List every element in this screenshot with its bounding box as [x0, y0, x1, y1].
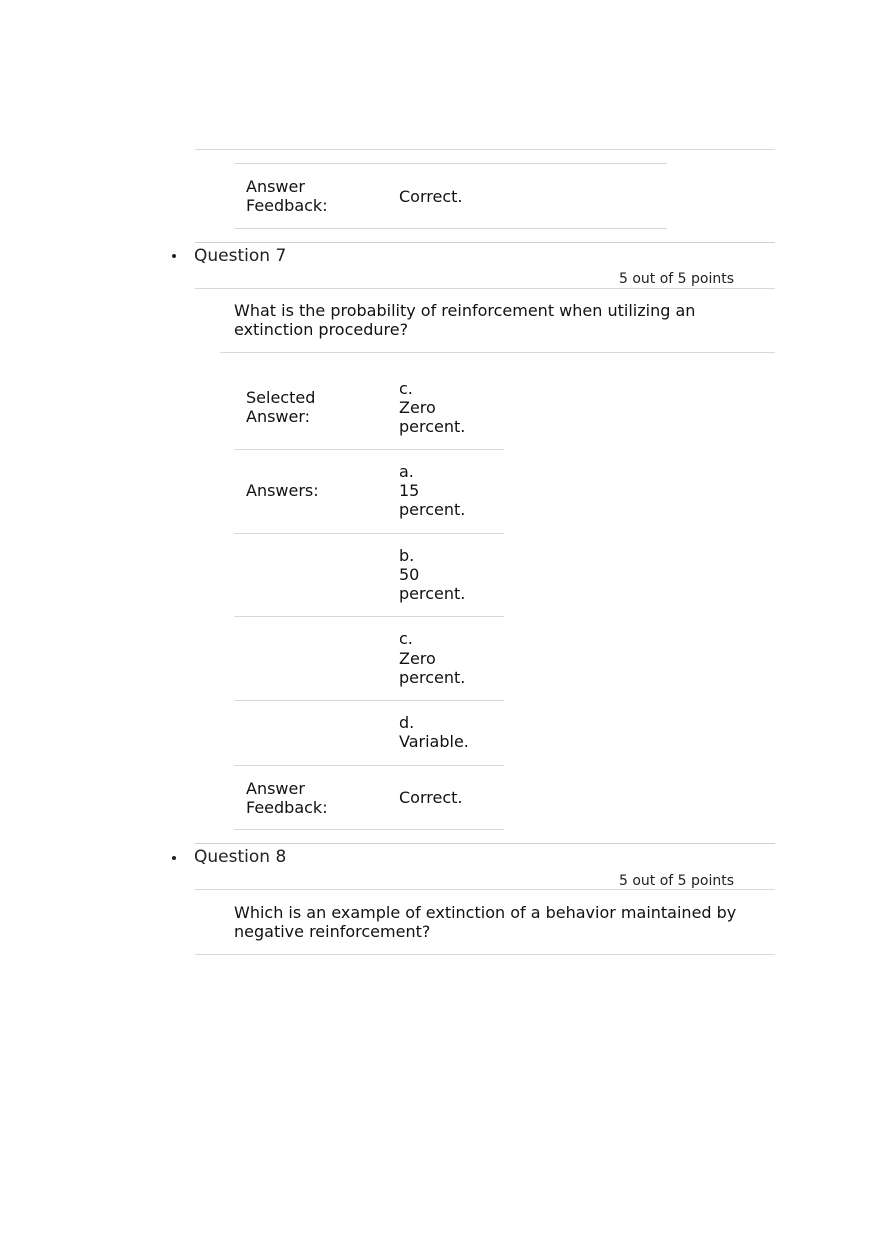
question-7-title: Question 7: [194, 246, 287, 266]
selected-answer-text: Zero percent.: [399, 398, 466, 436]
question-7-text-rule: [220, 352, 775, 353]
answer-option-rule: [234, 700, 504, 701]
question-7-feedback-rule: [234, 829, 504, 830]
answer-option-text: Variable.: [399, 732, 469, 751]
question-8-text-rule: [195, 954, 775, 955]
question-8-bullet: [172, 856, 176, 860]
selected-answer-label: Selected Answer:: [246, 388, 316, 426]
answer-option-letter: d.: [399, 713, 415, 732]
selected-answer-rule: [234, 449, 504, 450]
question-7-header-rule: [195, 288, 775, 289]
question-8-title: Question 8: [194, 847, 287, 867]
feedback-top-rule: [234, 163, 667, 164]
question-7-feedback-value: Correct.: [399, 788, 463, 807]
answer-feedback-value: Correct.: [399, 187, 463, 206]
answer-option-rule: [234, 616, 504, 617]
question-8-text: Which is an example of extinction of a behavior maintained by negative reinforcement?: [234, 903, 737, 941]
answer-option-text: 50 percent.: [399, 565, 466, 603]
answer-option-letter: a.: [399, 462, 414, 481]
answer-feedback-label: Answer Feedback:: [246, 177, 328, 215]
question-8-top-divider: [195, 843, 775, 844]
answer-option-text: Zero percent.: [399, 649, 466, 687]
question-8-points: 5 out of 5 points: [619, 873, 735, 889]
question-7-points: 5 out of 5 points: [619, 271, 735, 287]
answers-label: Answers:: [246, 481, 319, 500]
top-divider: [195, 149, 775, 150]
answer-option-text: 15 percent.: [399, 481, 466, 519]
selected-answer-letter: c.: [399, 379, 413, 398]
question-7-top-divider: [195, 242, 775, 243]
question-7-bullet: [172, 254, 176, 258]
answer-option-letter: c.: [399, 629, 413, 648]
question-8-header-rule: [195, 889, 775, 890]
answer-option-rule: [234, 533, 504, 534]
question-7-feedback-label: Answer Feedback:: [246, 779, 328, 817]
question-7-text: What is the probability of reinforcement when utilizing an extinction procedure?: [234, 301, 696, 339]
feedback-bottom-rule: [234, 228, 667, 229]
answer-option-letter: b.: [399, 546, 415, 565]
answer-option-rule: [234, 765, 504, 766]
